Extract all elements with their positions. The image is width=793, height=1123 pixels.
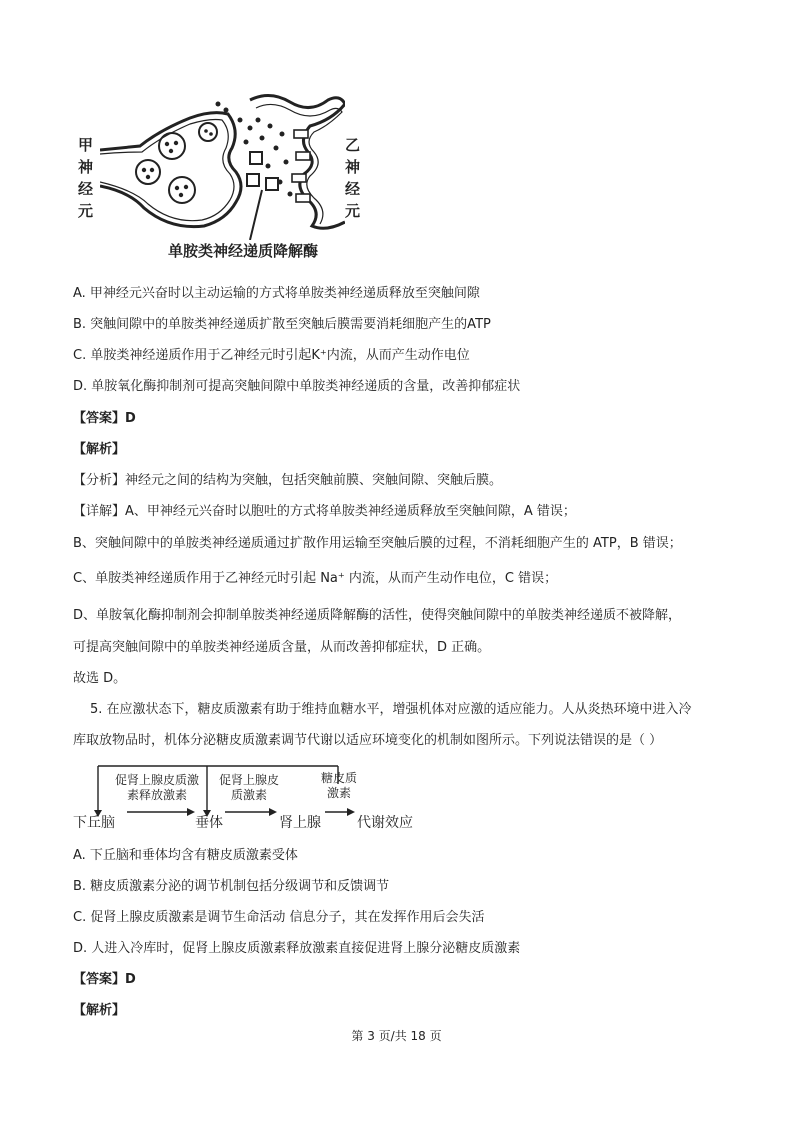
synapse-figure [70, 90, 380, 270]
q4-answer: 【答案】D [73, 411, 136, 426]
q5-answer: 【答案】D [73, 972, 136, 987]
q5-stem-2: 库取放物品时，机体分泌糖皮质激素调节代谢以适应环境变化的机制如图所示。下列说法错误的是（ ） [73, 733, 663, 748]
q5-option-b: B. 糖皮质激素分泌的调节机制包括分级调节和反馈调节 [73, 879, 390, 894]
node-metabolic-effect: 代谢效应 [357, 815, 413, 831]
q4-detail-c: C、单胺类神经递质作用于乙神经元时引起 Na⁺ 内流，从而产生动作电位，C 错误； [73, 571, 558, 586]
q5-stem-1: 5. 在应激状态下，糖皮质激素有助于维持血糖水平，增强机体对应激的适应能力。人从炎热环境中进入冷 [90, 702, 692, 717]
enzyme-caption: 单胺类神经递质降解酶 [168, 242, 319, 260]
q4-option-a: A. 甲神经元兴奋时以主动运输的方式将单胺类神经递质释放至突触间隙 [73, 286, 480, 301]
q5-option-d: D. 人进入冷库时，促肾上腺皮质激素释放激素直接促进肾上腺分泌糖皮质激素 [73, 941, 521, 956]
arrow2-label: 促肾上腺皮 质激素 [218, 773, 279, 802]
q4-detail-b: B、突触间隙中的单胺类神经递质通过扩散作用运输至突触后膜的过程，不消耗细胞产生的 ATP，B 错误； [73, 536, 682, 551]
node-pituitary: 垂体 [195, 815, 223, 831]
synapse-drawing [100, 90, 345, 240]
q4-detail-d2: 可提高突触间隙中的单胺类神经递质含量，从而改善抑郁症状，D 正确。 [73, 640, 491, 655]
q4-option-c: C. 单胺类神经递质作用于乙神经元时引起K⁺内流，从而产生动作电位 [73, 348, 470, 363]
page-footer: 第 3 页/共 18 页 [351, 1029, 442, 1043]
neuron-b-label: 乙 神 经 元 [345, 136, 361, 220]
q4-detail-a: 【详解】A、甲神经元兴奋时以胞吐的方式将单胺类神经递质释放至突触间隙，A 错误； [73, 504, 576, 519]
node-adrenal: 肾上腺 [279, 815, 321, 831]
hormone-flow-diagram [73, 760, 433, 835]
q4-fenxi: 【分析】神经元之间的结构为突触，包括突触前膜、突触间隙、突触后膜。 [73, 473, 503, 488]
q5-analysis-heading: 【解析】 [73, 1003, 126, 1018]
q5-option-a: A. 下丘脑和垂体均含有糖皮质激素受体 [73, 848, 298, 863]
arrow3-label: 糖皮质 激素 [320, 771, 357, 800]
node-hypothalamus: 下丘脑 [73, 815, 115, 831]
q4-conclusion: 故选 D。 [73, 671, 127, 686]
neuron-a-label: 甲 神 经 元 [78, 136, 94, 220]
arrow1-label: 促肾上腺皮质激 素释放激素 [114, 773, 199, 802]
q4-detail-d1: D、单胺氧化酶抑制剂会抑制单胺类神经递质降解酶的活性，使得突触间隙中的单胺类神经递质不被降解， [73, 608, 682, 623]
q4-option-d: D. 单胺氧化酶抑制剂可提高突触间隙中单胺类神经递质的含量，改善抑郁症状 [73, 379, 521, 394]
q4-analysis-heading: 【解析】 [73, 442, 126, 457]
q4-option-b: B. 突触间隙中的单胺类神经递质扩散至突触后膜需要消耗细胞产生的ATP [73, 317, 491, 332]
q5-option-c: C. 促肾上腺皮质激素是调节生命活动 信息分子，其在发挥作用后会失活 [73, 910, 485, 925]
